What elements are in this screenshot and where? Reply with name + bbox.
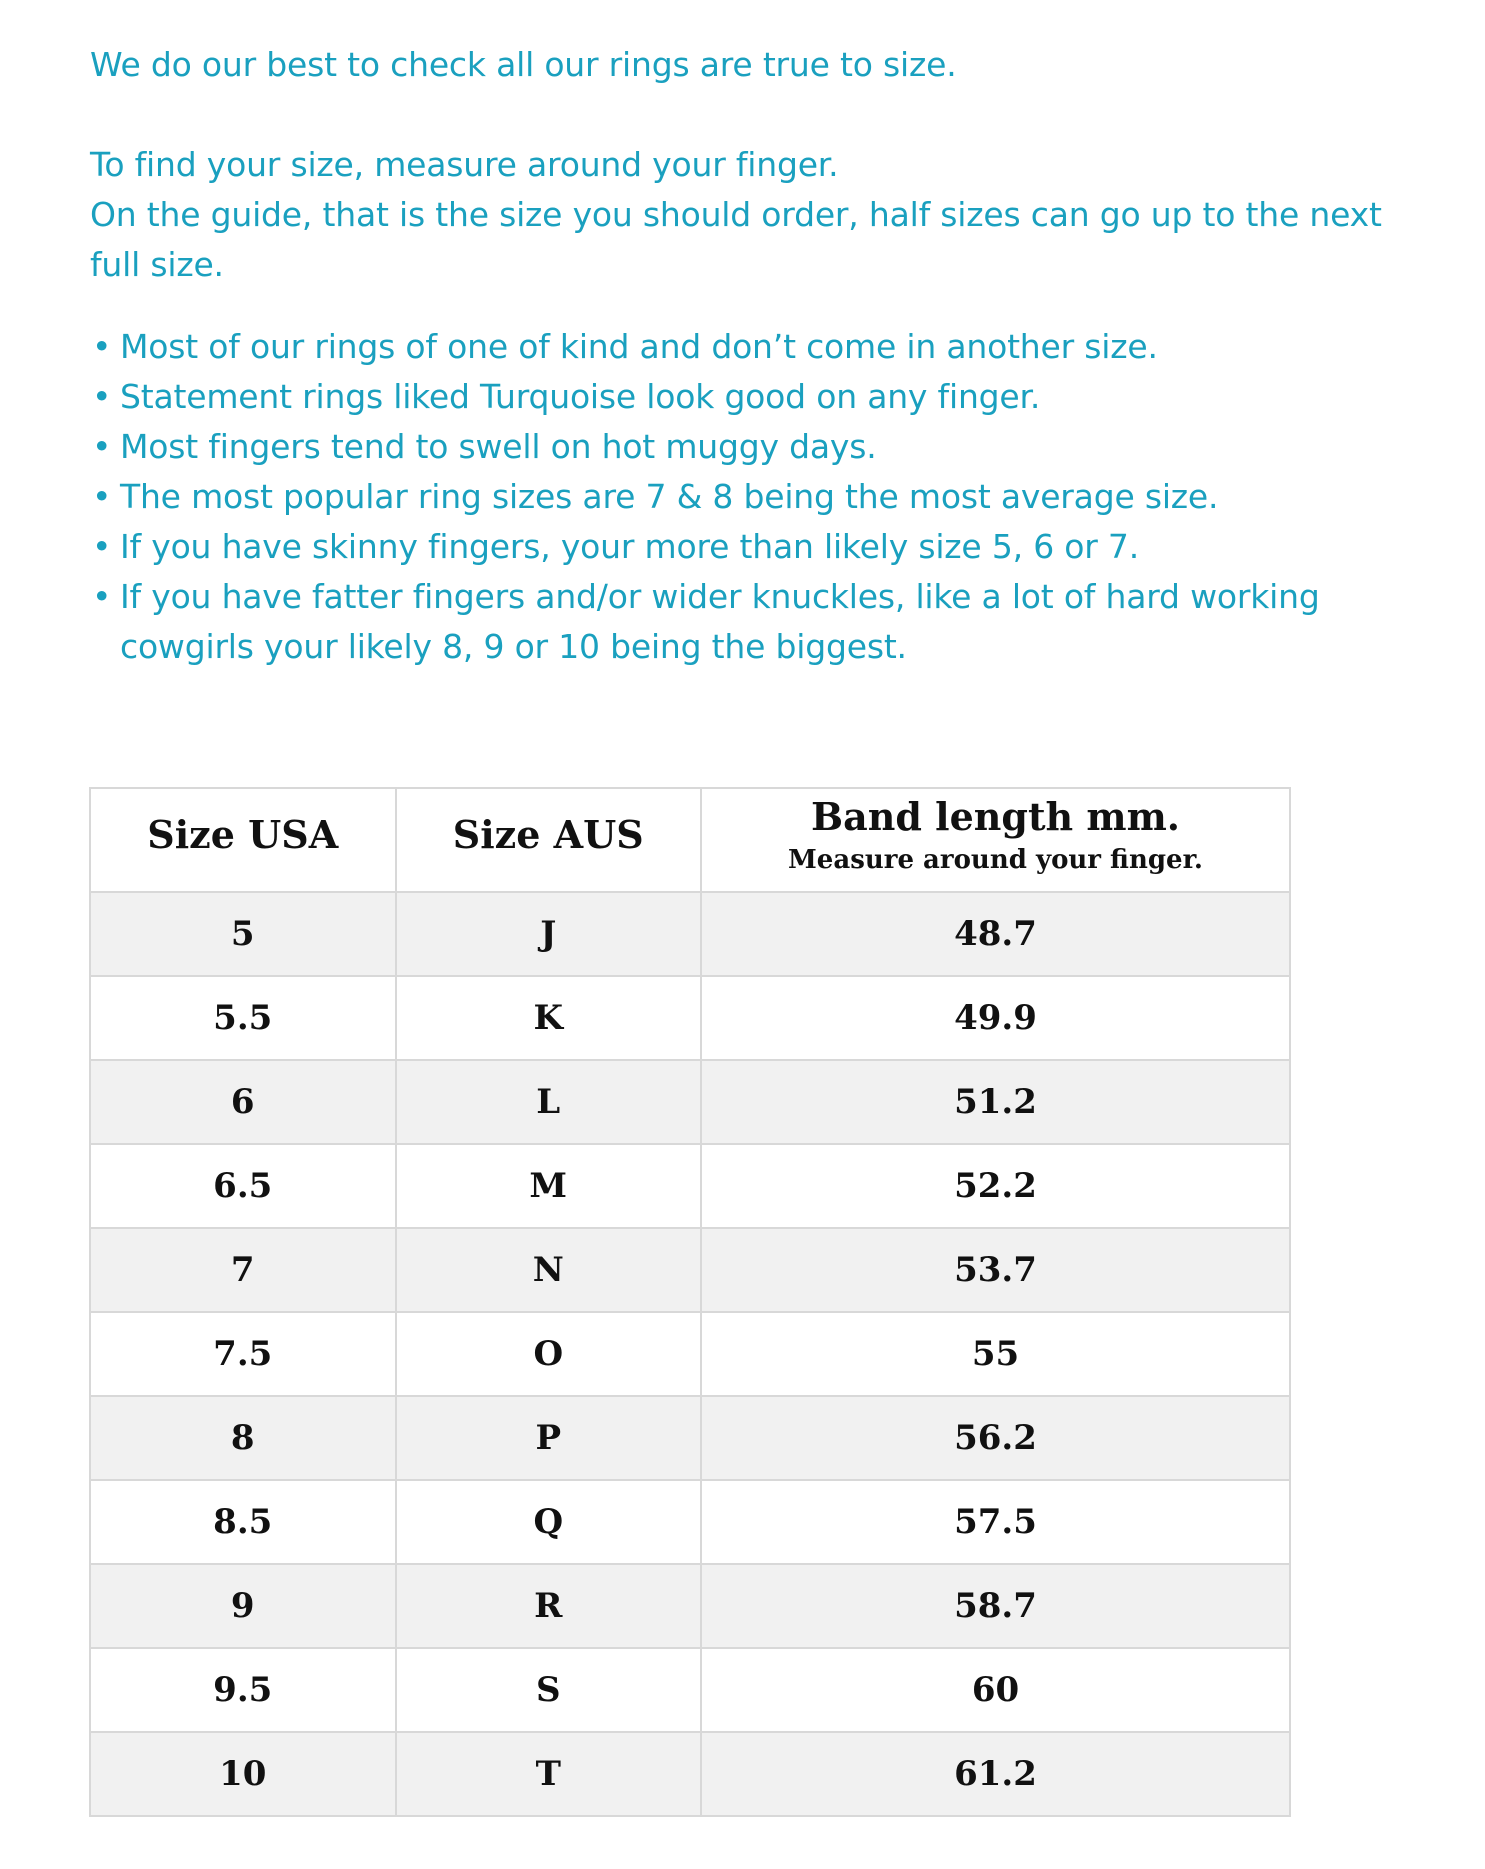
- cell-size-aus: T: [396, 1732, 702, 1816]
- cell-size-aus: Q: [396, 1480, 702, 1564]
- cell-band-length: 48.7: [701, 892, 1290, 976]
- header-band-length: [701, 788, 1290, 892]
- cell-size-usa: 10: [90, 1732, 396, 1816]
- cell-band-length: 51.2: [701, 1060, 1290, 1144]
- cell-band-length: 57.5: [701, 1480, 1290, 1564]
- cell-size-aus: J: [396, 892, 702, 976]
- table-row: [90, 976, 1290, 1060]
- table-row: [90, 892, 1290, 976]
- cell-size-aus: S: [396, 1648, 702, 1732]
- ring-size-table: [89, 787, 1291, 1817]
- bullet-icon: •: [92, 527, 112, 566]
- intro-line-half-sizes: On the guide, that is the size you should order, half sizes can go up to the next full size.: [90, 195, 1382, 284]
- tip-item: [90, 572, 1440, 672]
- header-size-aus: [396, 788, 702, 892]
- cell-band-length: 60: [701, 1648, 1290, 1732]
- tip-item: [90, 322, 1440, 372]
- tip-text: If you have skinny fingers, your more than likely size 5, 6 or 7.: [120, 527, 1140, 566]
- cell-size-usa: 9: [90, 1564, 396, 1648]
- tip-text: Most fingers tend to swell on hot muggy days.: [120, 427, 877, 466]
- table-row: [90, 1564, 1290, 1648]
- header-band-length-label: Band length mm.: [810, 793, 1181, 839]
- cell-band-length: 52.2: [701, 1144, 1290, 1228]
- header-size-usa: [90, 788, 396, 892]
- cell-size-aus: M: [396, 1144, 702, 1228]
- tip-text: If you have fatter fingers and/or wider knuckles, like a lot of hard working cowgirls your likely 8, 9 or 10 being the biggest.: [120, 577, 1320, 666]
- header-band-length-note: Measure around your finger.: [788, 844, 1203, 875]
- cell-size-usa: 5.5: [90, 976, 396, 1060]
- table-row: [90, 1228, 1290, 1312]
- table-row: [90, 1648, 1290, 1732]
- tip-item: [90, 522, 1440, 572]
- tip-text: The most popular ring sizes are 7 & 8 being the most average size.: [120, 477, 1219, 516]
- tip-item: [90, 372, 1440, 422]
- cell-band-length: 49.9: [701, 976, 1290, 1060]
- header-band-length-wrap: [702, 794, 1289, 875]
- cell-band-length: 55: [701, 1312, 1290, 1396]
- cell-size-usa: 7: [90, 1228, 396, 1312]
- bullet-icon: •: [92, 377, 112, 416]
- intro-line-measure: To find your size, measure around your finger.: [90, 145, 839, 184]
- size-guide-intro: [90, 40, 1440, 672]
- tip-item: [90, 422, 1440, 472]
- table-row: [90, 1144, 1290, 1228]
- cell-size-aus: L: [396, 1060, 702, 1144]
- table-row: [90, 1732, 1290, 1816]
- cell-size-usa: 8.5: [90, 1480, 396, 1564]
- cell-size-usa: 9.5: [90, 1648, 396, 1732]
- table-row: [90, 1396, 1290, 1480]
- tip-item: [90, 472, 1440, 522]
- table-row: [90, 1060, 1290, 1144]
- bullet-icon: •: [92, 427, 112, 466]
- table-header-row: [90, 788, 1290, 892]
- cell-size-aus: N: [396, 1228, 702, 1312]
- cell-size-usa: 6: [90, 1060, 396, 1144]
- bullet-icon: •: [92, 477, 112, 516]
- tip-text: Statement rings liked Turquoise look good on any finger.: [120, 377, 1041, 416]
- cell-size-usa: 6.5: [90, 1144, 396, 1228]
- spacer: [90, 290, 1440, 322]
- spacer: [90, 90, 1440, 140]
- cell-size-usa: 8: [90, 1396, 396, 1480]
- cell-size-usa: 5: [90, 892, 396, 976]
- header-size-aus-label: Size AUS: [452, 811, 644, 857]
- table-row: [90, 1480, 1290, 1564]
- intro-line-true-to-size: We do our best to check all our rings are true to size.: [90, 45, 957, 84]
- bullet-icon: •: [92, 327, 112, 366]
- cell-band-length: 53.7: [701, 1228, 1290, 1312]
- table-row: [90, 1312, 1290, 1396]
- cell-size-aus: O: [396, 1312, 702, 1396]
- cell-band-length: 58.7: [701, 1564, 1290, 1648]
- size-tips-list: [90, 322, 1440, 672]
- tip-text: Most of our rings of one of kind and don’t come in another size.: [120, 327, 1158, 366]
- cell-size-aus: R: [396, 1564, 702, 1648]
- cell-band-length: 56.2: [701, 1396, 1290, 1480]
- cell-band-length: 61.2: [701, 1732, 1290, 1816]
- header-size-usa-label: Size USA: [147, 811, 339, 857]
- cell-size-aus: P: [396, 1396, 702, 1480]
- cell-size-aus: K: [396, 976, 702, 1060]
- cell-size-usa: 7.5: [90, 1312, 396, 1396]
- bullet-icon: •: [92, 577, 112, 616]
